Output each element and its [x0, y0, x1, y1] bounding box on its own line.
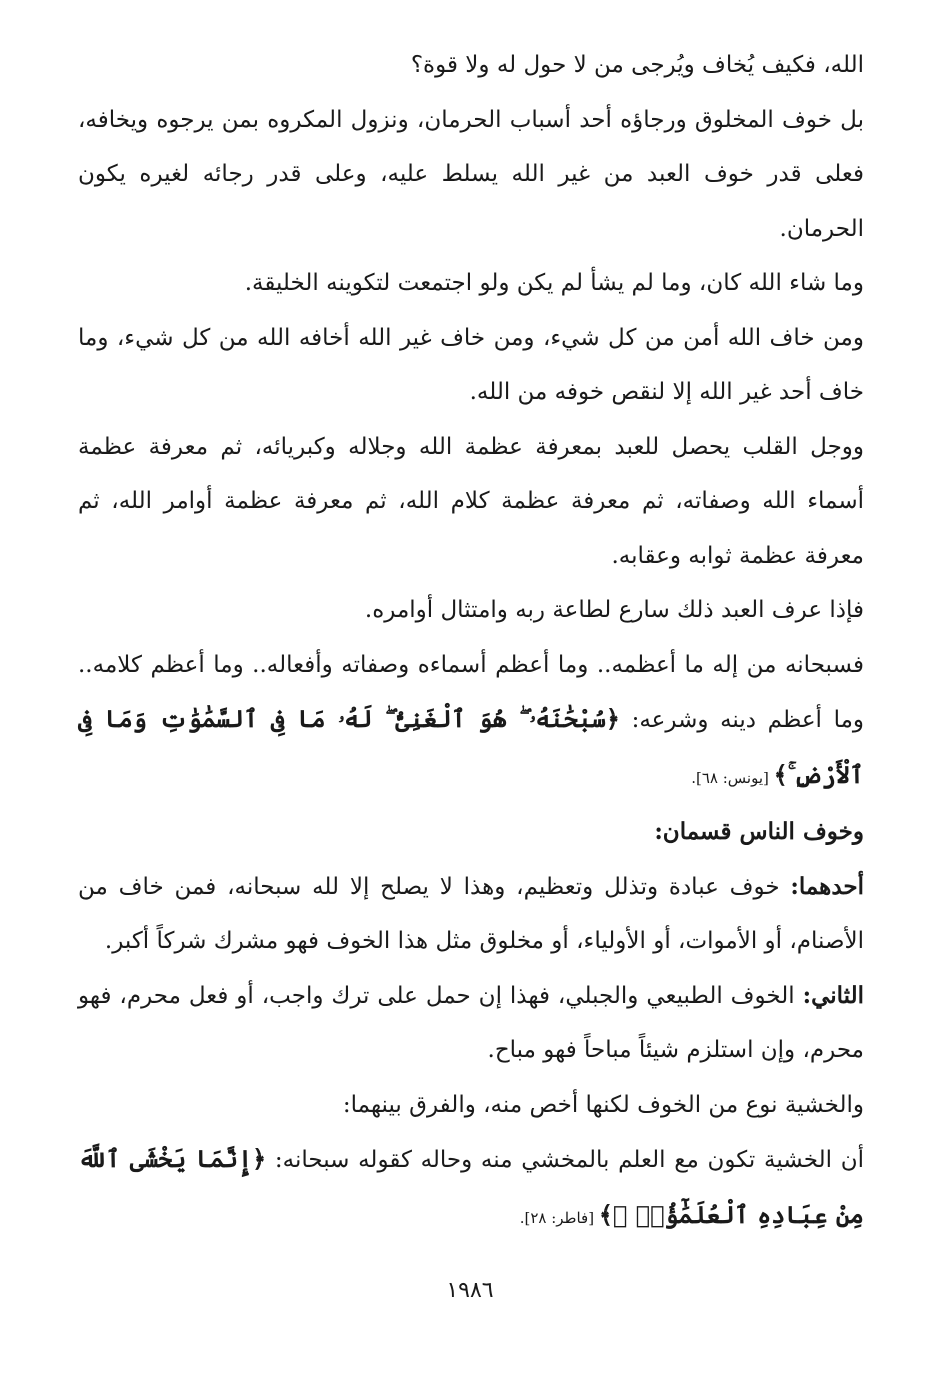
paragraph-second-type	[78, 969, 864, 1078]
first-type-label: أحدهما:	[790, 872, 864, 900]
verse-reference-yunus: [يونس: ٦٨].	[691, 768, 774, 787]
page-body	[78, 38, 864, 1245]
paragraph-khashya-intro: والخشية نوع من الخوف لكنها أخص منه، والفرق بينهما:	[342, 1091, 864, 1118]
fear-types-heading: وخوف الناس قسمان:	[654, 818, 864, 845]
verse-reference-fatir: [فاطر: ٢٨].	[519, 1208, 599, 1227]
second-type-label: الثاني:	[802, 981, 864, 1009]
paragraph-heart-awe: ووجل القلب يحصل للعبد بمعرفة عظمة الله وجلاله وكبريائه، ثم معرفة عظمة أسماء الله وصفاته، ثم معرفة عظمة كلام الله، ثم معرفة عظمة أوامر الله، ثم معرفة عظمة ثوابه وعقابه.	[78, 433, 864, 569]
second-type-text: الخوف الطبيعي والجبلي، فهذا إن حمل على ترك واجب، أو فعل محرم، فهو محرم، وإن استلزم شيئاً مباحاً فهو مباح.	[78, 982, 864, 1063]
paragraph-glorification	[78, 638, 864, 806]
paragraph-creature-fear: بل خوف المخلوق ورجاؤه أحد أسباب الحرمان، ونزول المكروه بمن يرجوه ويخافه، فعلى قدر خوف العبد من غير الله يسلط عليه، وعلى قدر رجائه لغيره يكون الحرمان.	[78, 106, 864, 242]
quran-verse-fatir: ﴿إِنَّمَا يَخْشَى ٱللَّهَ مِنْ عِبَادِهِ ٱلْعُلَمَٰٓؤُا۟ ۗ﴾	[78, 1144, 864, 1229]
paragraph-hasten-obedience: فإذا عرف العبد ذلك سارع لطاعة ربه وامتثال أوامره.	[364, 597, 864, 623]
paragraph-divine-will: وما شاء الله كان، وما لم يشأ لم يكن ولو اجتمعت لتكوينه الخليقة.	[244, 270, 864, 296]
first-type-text: خوف عبادة وتذلل وتعظيم، وهذا لا يصلح إلا لله سبحانه، فمن خاف من الأصنام، أو الأموات، أو الأولياء، أو مخلوق مثل هذا الخوف فهو مشرك شركاً أكبر.	[78, 873, 864, 954]
quran-verse-yunus: ﴿سُبْحَٰنَهُۥ ۖ هُوَ ٱلْغَنِىُّ ۖ لَهُۥ مَا فِى ٱلسَّمَٰوَٰتِ وَمَا فِى ٱلْأَرْضِ ۚ﴾	[78, 704, 864, 789]
glorification-text: فسبحانه من إله ما أعظمه.. وما أعظم أسماءه وصفاته وأفعاله.. وما أعظم كلامه.. وما أعظم دينه وشرعه:	[78, 651, 864, 733]
khashya-text: أن الخشية تكون مع العلم بالمخشي منه وحاله كقوله سبحانه:	[266, 1147, 864, 1173]
paragraph-khashya	[78, 1132, 864, 1245]
paragraph-fear-allah: ومن خاف الله أمن من كل شيء، ومن خاف غير الله أخافه الله من كل شيء، وما خاف أحد غير الله إلا لنقص خوفه من الله.	[78, 324, 864, 405]
paragraph-no-power: الله، فكيف يُخاف ويُرجى من لا حول له ولا قوة؟	[410, 52, 864, 78]
page-number: ١٩٨٦	[446, 1278, 494, 1303]
paragraph-first-type	[78, 860, 864, 969]
